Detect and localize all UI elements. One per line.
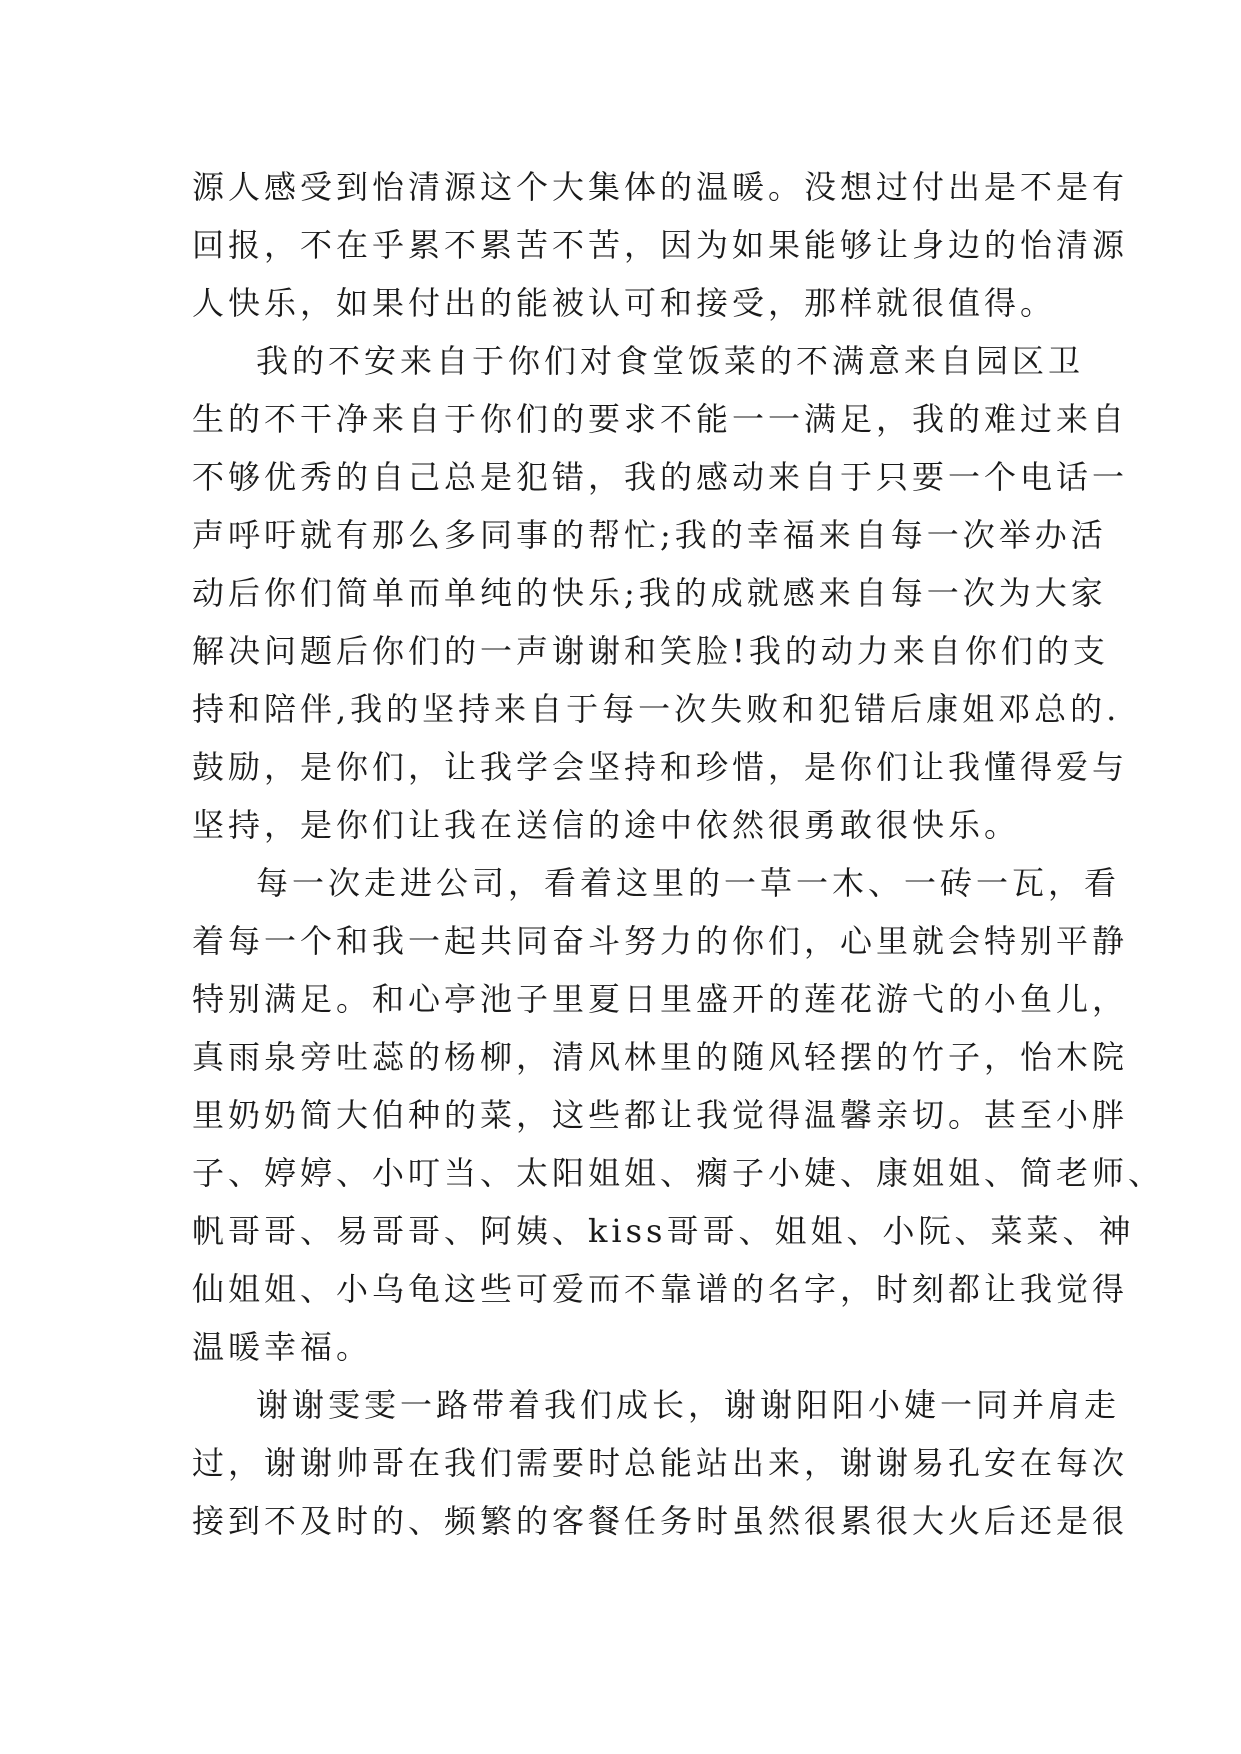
text-line: 谢谢雯雯一路带着我们成长，谢谢阳阳小婕一同并肩走 (256, 1386, 1121, 1424)
text-line: 真雨泉旁吐蕊的杨柳，清风林里的随风轻摆的竹子，怡木院 (192, 1038, 1129, 1076)
paragraph (192, 1376, 1129, 1550)
text-line: 持和陪伴,我的坚持来自于每一次失败和犯错后康姐邓总的. (192, 690, 1121, 728)
text-line: 源人感受到怡清源这个大集体的温暖。没想过付出是不是有 (192, 168, 1129, 206)
text-line: 我的不安来自于你们对食堂饭菜的不满意来自园区卫 (256, 342, 1085, 380)
text-line: 生的不干净来自于你们的要求不能一一满足，我的难过来自 (192, 400, 1129, 438)
text-line: 坚持，是你们让我在送信的途中依然很勇敢很快乐。 (192, 806, 1021, 844)
text-line: 帆哥哥、易哥哥、阿姨、kiss哥哥、姐姐、小阮、菜菜、神 (192, 1212, 1135, 1250)
text-line: 不够优秀的自己总是犯错，我的感动来自于只要一个电话一 (192, 458, 1129, 496)
text-line: 仙姐姐、小乌龟这些可爱而不靠谱的名字，时刻都让我觉得 (192, 1270, 1129, 1308)
text-line: 声呼吁就有那么多同事的帮忙;我的幸福来自每一次举办活 (192, 516, 1107, 554)
text-line: 特别满足。和心亭池子里夏日里盛开的莲花游弋的小鱼儿， (192, 980, 1129, 1018)
text-line: 接到不及时的、频繁的客餐任务时虽然很累很大火后还是很 (192, 1502, 1129, 1540)
text-line: 子、婷婷、小叮当、太阳姐姐、瘸子小婕、康姐姐、简老师、 (192, 1154, 1165, 1192)
text-line: 每一次走进公司，看着这里的一草一木、一砖一瓦，看 (256, 864, 1121, 902)
paragraph (192, 332, 1129, 854)
text-line: 温暖幸福。 (192, 1328, 373, 1366)
document-body (192, 158, 1165, 1550)
paragraph (192, 854, 1165, 1376)
text-line: 解决问题后你们的一声谢谢和笑脸!我的动力来自你们的支 (192, 632, 1109, 670)
paragraph (192, 158, 1129, 332)
text-line: 鼓励，是你们，让我学会坚持和珍惜，是你们让我懂得爱与 (192, 748, 1129, 786)
text-line: 动后你们简单而单纯的快乐;我的成就感来自每一次为大家 (192, 574, 1107, 612)
text-line: 着每一个和我一起共同奋斗努力的你们，心里就会特别平静 (192, 922, 1129, 960)
text-line: 过，谢谢帅哥在我们需要时总能站出来，谢谢易孔安在每次 (192, 1444, 1129, 1482)
text-line: 人快乐，如果付出的能被认可和接受，那样就很值得。 (192, 284, 1057, 322)
text-line: 里奶奶简大伯种的菜，这些都让我觉得温馨亲切。甚至小胖 (192, 1096, 1129, 1134)
text-line: 回报，不在乎累不累苦不苦，因为如果能够让身边的怡清源 (192, 226, 1129, 264)
